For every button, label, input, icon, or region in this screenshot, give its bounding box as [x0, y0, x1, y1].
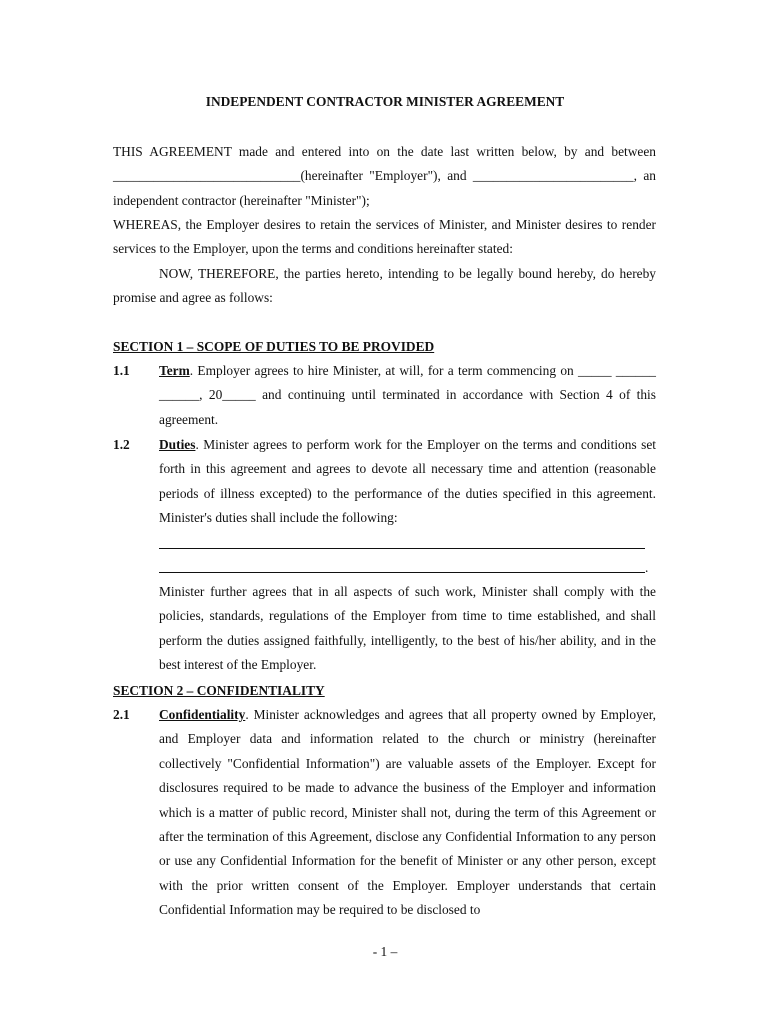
document-title: INDEPENDENT CONTRACTOR MINISTER AGREEMENT: [205, 94, 565, 109]
item-2-1-text: [159, 703, 656, 923]
duties-blank-period: .: [645, 560, 649, 575]
confidentiality-label: Confidentiality: [159, 707, 246, 722]
item-1-2-number: 1.2: [113, 437, 130, 452]
now-therefore-paragraph: NOW, THEREFORE, the parties hereto, intending to be legally bound hereby, do hereby promise and agree as follows:: [113, 266, 656, 306]
term-body: . Employer agrees to hire Minister, at will, for a term commencing on _____ ______ ______, 20_____ and continuing until terminated in accordance with Section 4 of this agreement.: [159, 363, 656, 427]
duties-label: Duties: [159, 437, 196, 452]
item-1-2-further-text: Minister further agrees that in all aspects of such work, Minister shall comply with the policies, standards, regulations of the Employer from time to time established, and shall perform the duties assigned faithfully, intelligently, to the best of his/her ability, and in the best interest of the Employer.: [159, 584, 656, 673]
intro-paragraph: THIS AGREEMENT made and entered into on the date last written below, by and between ____________________________(hereinafter "Employer"), and ________________________, an independent contractor (hereinafter "Minister");: [113, 144, 656, 208]
item-1-2-text: [159, 433, 656, 531]
item-1-1-text: [159, 359, 656, 432]
confidentiality-body: . Minister acknowledges and agrees that all property owned by Employer, and Employer data and information related to the church or ministry (hereinafter collectively "Confidential Information") are valuable assets of the Employer. Except for disclosures required to be made to advance the business of the Employer and information which is a matter of public record, Minister shall not, during the term of this Agreement or after the termination of this Agreement, disclose any Confidential Information to any person or use any Confidential Information for the benefit of Minister or any other person, except with the prior written consent of the Employer. Employer understands that certain Confidential Information may be required to be disclosed to: [159, 707, 656, 918]
duties-blank-line-2: [159, 572, 645, 573]
section-1-heading: SECTION 1 – SCOPE OF DUTIES TO BE PROVIDED: [113, 339, 435, 354]
duties-blank-line-1: [159, 548, 645, 549]
item-2-1-number: 2.1: [113, 707, 130, 722]
term-label: Term: [159, 363, 190, 378]
item-1-1-number: 1.1: [113, 363, 130, 378]
whereas-paragraph: WHEREAS, the Employer desires to retain the services of Minister, and Minister desires to render services to the Employer, upon the terms and conditions hereinafter stated:: [113, 217, 656, 257]
section-2-heading: SECTION 2 – CONFIDENTIALITY: [113, 683, 325, 698]
page-number: - 1 –: [372, 944, 398, 959]
duties-body: . Minister agrees to perform work for the Employer on the terms and conditions set forth in this agreement and agrees to devote all necessary time and attention (reasonable periods of illness excepted) to the performance of the duties specified in this agreement. Minister's duties shall include the following:: [159, 437, 656, 526]
